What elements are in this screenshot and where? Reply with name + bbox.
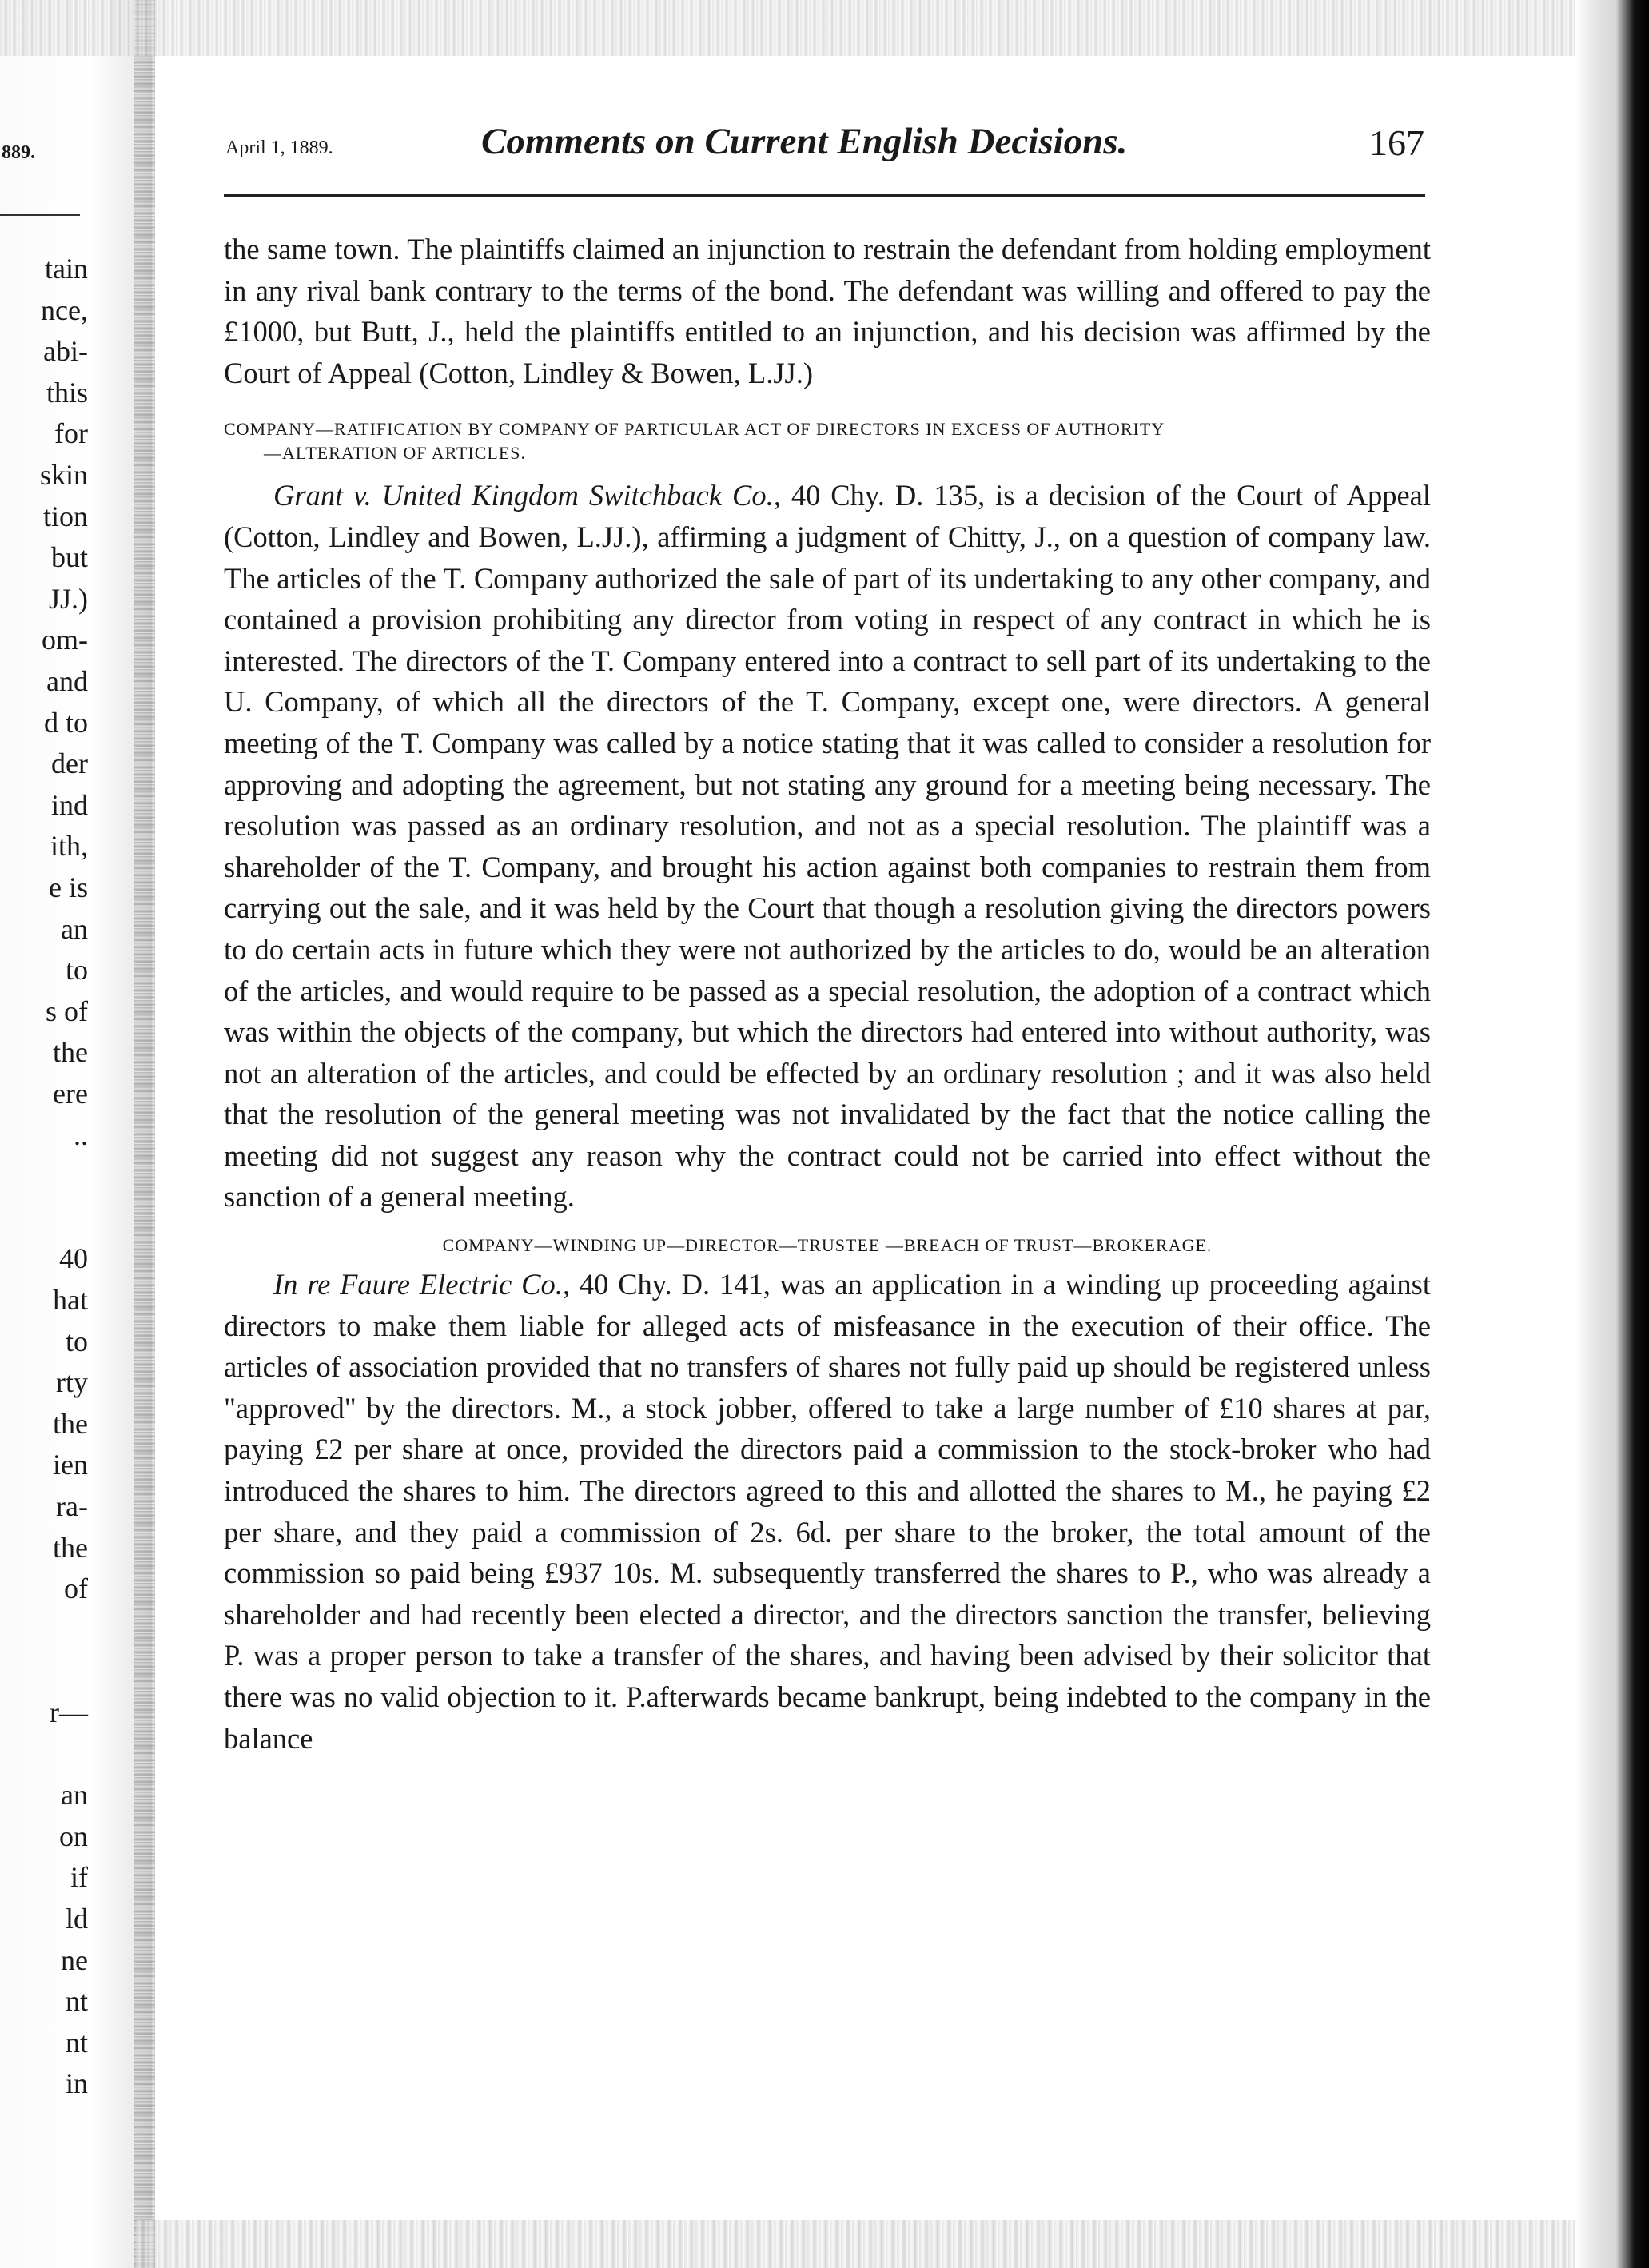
margin-fragment: this <box>46 376 88 409</box>
previous-page-rule <box>0 214 80 216</box>
margin-fragment: s of <box>46 994 88 1027</box>
margin-fragment: hat <box>53 1284 88 1316</box>
margin-fragment: ith, <box>50 830 88 863</box>
paragraph-continued: the same town. The plaintiffs claimed an injunction to restrain the defendant from holding employment in any rival bank contrary to the terms of the bond. The defendant was willing and offered to pay the £1000, but Butt, J., held the plaintiffs entitled to an injunction, and his decision was affirmed by the Court of Appeal (Cotton, Lindley & Bowen, L.JJ.) <box>224 233 1431 389</box>
margin-fragment: r— <box>50 1696 88 1728</box>
margin-fragment: rty <box>56 1366 88 1399</box>
running-title: Comments on Current English Decisions. <box>481 121 1128 162</box>
scan-bottom-edge <box>136 2220 1575 2268</box>
running-header <box>225 120 1424 176</box>
margin-fragment: the <box>53 1036 88 1069</box>
margin-fragment: to <box>65 954 88 987</box>
paragraph-faure-case <box>224 1264 1431 1759</box>
margin-fragment: and <box>46 665 88 697</box>
running-date: April 1, 1889. <box>225 138 333 158</box>
section-heading-winding-up: COMPANY—WINDING UP—DIRECTOR—TRUSTEE —BREACH OF TRUST—BROKERAGE. <box>442 1235 1213 1256</box>
margin-fragment: to <box>65 1325 88 1357</box>
margin-fragment: tion <box>42 500 88 532</box>
margin-fragment: if <box>70 1861 88 1894</box>
paragraph-faure-text: 40 Chy. D. 141, was an application in a winding up proceeding against directors to make them liable for alleged acts of misfeasance in the execution of their office. The articles of association provided that no transfers of shares not fully paid up should be registered unless "approved" by the directors. M., a stock jobber, offered to take a large number of £10 shares at par, paying £2 per share at once, provided the directors paid a commission to the stock-broker who had introduced the shares to him. The directors agreed to this and allotted the shares to M., he paying £2 per share, and they paid a commission of 2s. 6d. per share to the broker, the total amount of the commission so paid being £937 10s. M. subsequently transferred the shares to P., who was already a shareholder and had recently been elected a director, and the directors sanction the transfer, believing P. was a proper person to take a transfer of the shares, and having been advised by their solicitor that there was no valid objection to it. P.afterwards became bankrupt, being indebted to the company in the balance <box>224 1268 1432 1755</box>
margin-fragment: skin <box>39 459 88 491</box>
margin-fragment: the <box>53 1407 88 1440</box>
margin-fragment: e is <box>49 871 88 903</box>
margin-fragment: .. <box>74 1118 88 1151</box>
scan-right-edge <box>1575 0 1649 2268</box>
section-heading-company-ratification: COMPANY—RATIFICATION BY COMPANY OF PARTICULAR ACT OF DIRECTORS IN EXCESS OF AUTHORITY <box>224 419 1165 440</box>
margin-fragment: abi- <box>43 335 88 368</box>
margin-fragment: JJ.) <box>48 582 88 615</box>
margin-fragment: for <box>54 417 88 450</box>
margin-fragment: ne <box>61 1943 88 1976</box>
book-spine-shadow <box>134 0 155 2268</box>
header-rule <box>224 194 1425 197</box>
margin-fragment: der <box>51 747 88 780</box>
margin-fragment: ld <box>65 1903 88 1935</box>
margin-fragment: nt <box>65 1985 88 2018</box>
margin-fragment: of <box>64 1572 88 1605</box>
margin-fragment: an <box>61 912 88 945</box>
margin-fragment: d to <box>43 706 88 739</box>
previous-page-year: 889. <box>2 142 35 163</box>
margin-fragment: ien <box>53 1449 88 1481</box>
page-body <box>224 229 1431 1759</box>
margin-fragment: ere <box>53 1078 88 1110</box>
margin-fragment: ra- <box>56 1490 88 1522</box>
paragraph-grant-case <box>224 475 1431 1218</box>
margin-fragment: on <box>59 1820 88 1852</box>
case-name-faure: In re Faure Electric Co., <box>273 1268 571 1301</box>
margin-fragment: the <box>53 1531 88 1564</box>
margin-fragment: but <box>50 541 88 574</box>
margin-fragment: ind <box>50 788 88 821</box>
margin-fragment: an <box>61 1779 88 1812</box>
case-name-grant: Grant v. United Kingdom Switchback Co., <box>273 479 781 512</box>
margin-fragment: 40 <box>59 1242 88 1275</box>
paragraph-grant-text: 40 Chy. D. 135, is a decision of the Court of Appeal (Cotton, Lindley and Bowen, L.JJ.), affirming a judgment of Chitty, J., on a question of company law. The articles of the T. Company authorized the sale of part of its undertaking to any other company, and contained a provision prohibiting any director from voting in respect of any contract in which he is interested. The directors of the T. Company entered into a contract to sell part of its undertaking to the U. Company, of which all the directors of the T. Company, except one, were directors. A general meeting of the T. Company was called by a notice stating that it was called to consider a resolution for approving and adopting the agreement, but not stating any ground for a meeting being necessary. The resolution was passed as an ordinary resolution, and not as a special resolution. The plaintiff was a shareholder of the T. Company, and brought his action against both companies to restrain them from carrying out the sale, and it was held by the Court that though a resolution giving the directors powers to do certain acts in future which they were not authorized by the articles to do, would be an alteration of the articles, and would require to be passed as a special resolution, the adoption of a contract which was within the objects of the company, but which the directors had entered into without authority, was not an alteration of the articles, and could be effected by an ordinary resolution ; and it was also held that the resolution of the general meeting was not invalidated by the fact that the notice calling the meeting did not suggest any reason why the contract could not be carried into effect without the sanction of a general meeting. <box>224 479 1431 1214</box>
page-number: 167 <box>1369 122 1424 163</box>
margin-fragment: in <box>65 2067 88 2100</box>
scan-top-edge <box>0 0 1649 56</box>
margin-fragment: tain <box>45 253 88 285</box>
margin-fragment: om- <box>42 624 88 656</box>
margin-fragment: nce, <box>41 293 88 326</box>
section-heading-company-ratification-cont: —ALTERATION OF ARTICLES. <box>264 443 527 464</box>
margin-fragment: nt <box>65 2026 88 2059</box>
